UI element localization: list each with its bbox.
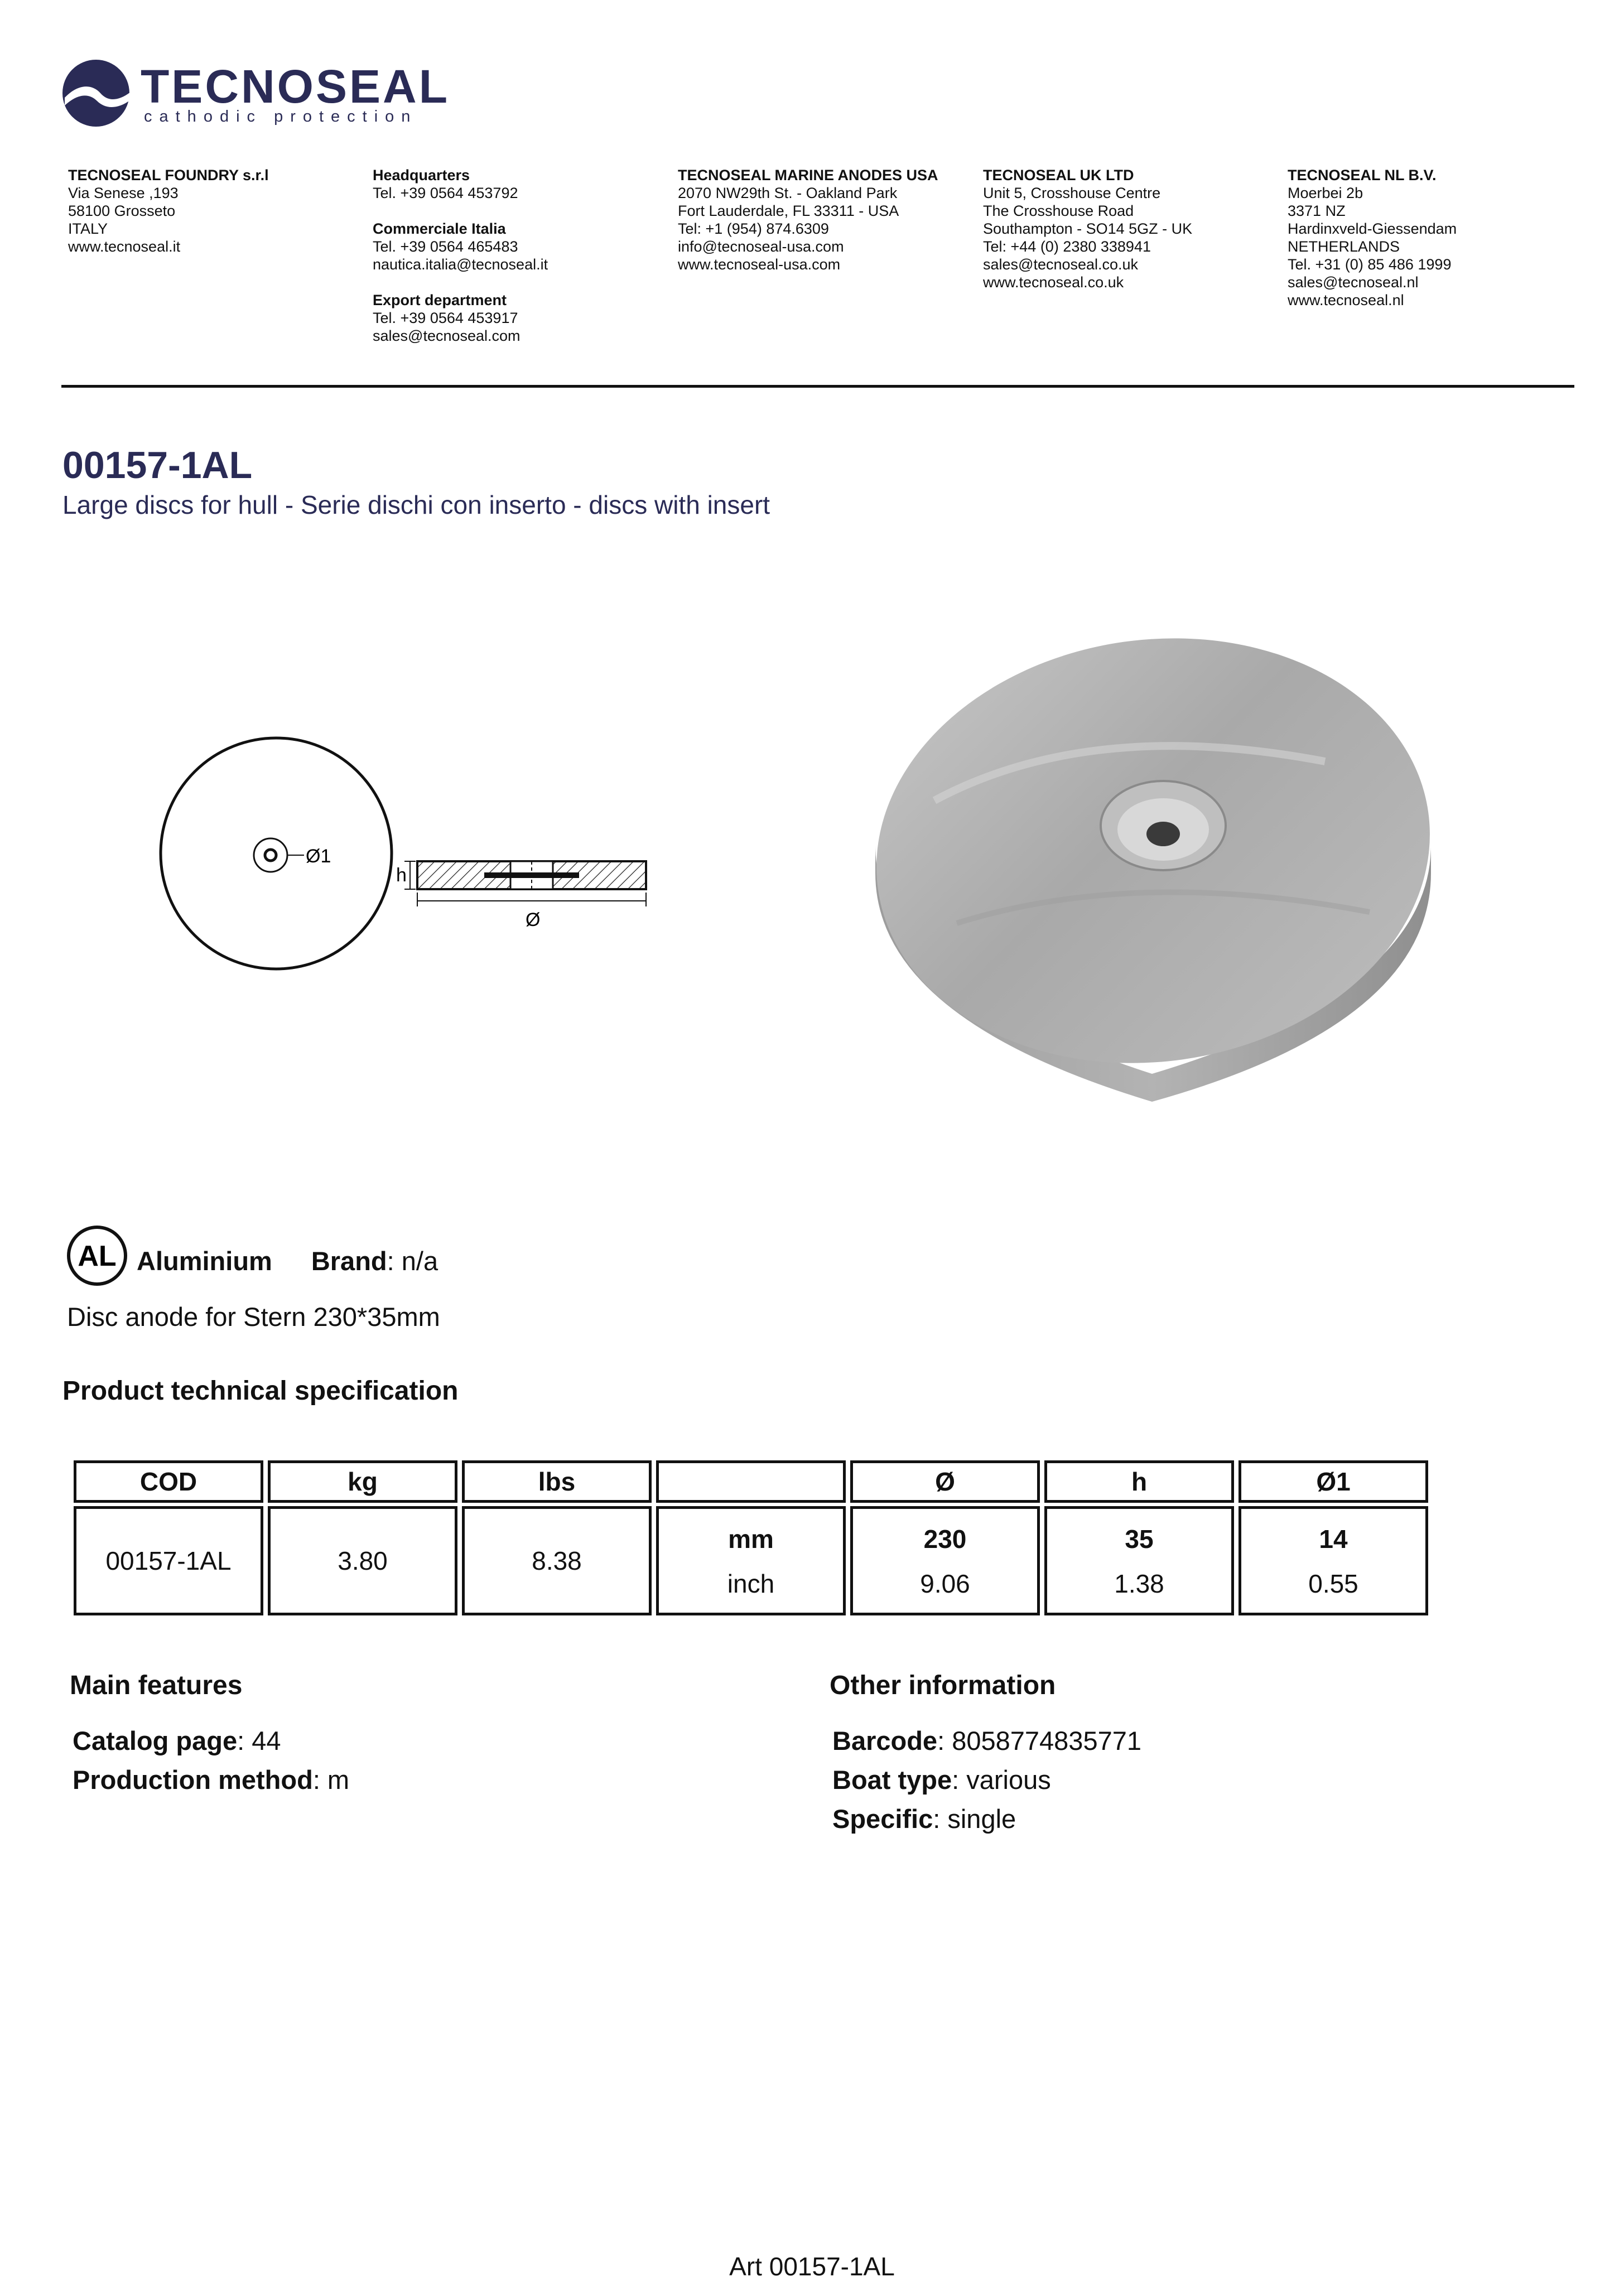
office-line: sales@tecnoseal.nl (1288, 274, 1419, 291)
info-boat-type (832, 1767, 1051, 1793)
office-line: Tel: +1 (954) 874.6309 (678, 220, 829, 237)
info-value: : various (952, 1765, 1051, 1795)
hole-diameter-label: Ø1 (306, 846, 331, 867)
info-barcode (832, 1728, 1141, 1754)
brand-label: Brand (311, 1246, 387, 1276)
feature-value: : 44 (237, 1726, 281, 1755)
office-line: www.tecnoseal.co.uk (983, 274, 1124, 291)
height-label: h (396, 865, 407, 886)
office-line: 2070 NW29th St. - Oakland Park (678, 185, 898, 201)
info-label: Specific (832, 1804, 933, 1834)
header-hole-diameter: Ø1 (1239, 1460, 1428, 1503)
office-line: sales@tecnoseal.com (373, 327, 521, 344)
office-line (373, 273, 674, 291)
cell-kg: 3.80 (268, 1506, 457, 1615)
cell-diameter (850, 1506, 1040, 1615)
office-line: Tel. +39 0564 465483 (373, 238, 518, 255)
product-code: 00157-1AL (62, 444, 253, 486)
spec-table (74, 1460, 1428, 1615)
office-line: nautica.italia@tecnoseal.it (373, 256, 548, 273)
office-line: Moerbei 2b (1288, 185, 1363, 201)
header-unit (656, 1460, 846, 1503)
main-features-title: Main features (70, 1671, 243, 1700)
header-height: h (1044, 1460, 1234, 1503)
product-photo (868, 633, 1459, 1104)
aluminium-badge-icon (66, 1224, 128, 1287)
feature-value: : m (312, 1765, 350, 1795)
office-line: Fort Lauderdale, FL 33311 - USA (678, 202, 899, 219)
cell-units (656, 1506, 846, 1615)
material-name: Aluminium (137, 1246, 272, 1276)
feature-label: Catalog page (73, 1726, 238, 1755)
brand-tagline: cathodic protection (144, 108, 418, 126)
info-specific (832, 1806, 1016, 1832)
office-line: The Crosshouse Road (983, 202, 1134, 219)
material-badge-text: AL (78, 1240, 117, 1272)
cell-hole-diameter (1239, 1506, 1428, 1615)
office-column (983, 166, 1284, 291)
office-line: Unit 5, Crosshouse Centre (983, 185, 1161, 201)
feature-production-method (73, 1767, 349, 1793)
brand-name: TECNOSEAL (141, 60, 450, 113)
header-lbs: lbs (462, 1460, 652, 1503)
footer-article: Art 00157-1AL (729, 2252, 895, 2281)
office-column (373, 166, 674, 345)
cell-lbs: 8.38 (462, 1506, 652, 1615)
unit-inch: inch (727, 1569, 775, 1598)
office-heading: Commerciale Italia (373, 220, 506, 237)
other-information-title: Other information (830, 1671, 1056, 1700)
hole-diameter-mm: 14 (1319, 1525, 1348, 1554)
brand-value: : n/a (387, 1246, 438, 1276)
disc-top-view (161, 738, 392, 969)
diameter-mm: 230 (923, 1525, 967, 1554)
office-line: Tel. +39 0564 453792 (373, 185, 518, 201)
header-cod: COD (74, 1460, 263, 1503)
unit-mm: mm (728, 1525, 774, 1554)
office-heading: TECNOSEAL FOUNDRY s.r.l (68, 167, 269, 184)
diameter-label: Ø (526, 909, 541, 930)
logo-mark-icon (61, 59, 134, 131)
office-heading: TECNOSEAL UK LTD (983, 167, 1134, 184)
office-line: www.tecnoseal-usa.com (678, 256, 841, 273)
info-value: : single (933, 1804, 1016, 1834)
office-line: 58100 Grosseto (68, 202, 176, 219)
header-diameter: Ø (850, 1460, 1040, 1503)
office-line: ITALY (68, 220, 108, 237)
height-inch: 1.38 (1114, 1569, 1164, 1598)
office-column (68, 166, 369, 255)
office-line: info@tecnoseal-usa.com (678, 238, 844, 255)
disc-section-view (404, 861, 646, 906)
technical-drawing (151, 725, 669, 982)
header-divider (61, 385, 1574, 388)
office-line: www.tecnoseal.it (68, 238, 181, 255)
feature-catalog-page (73, 1728, 281, 1754)
office-line: NETHERLANDS (1288, 238, 1400, 255)
spec-heading: Product technical specification (62, 1376, 459, 1406)
office-column (678, 166, 979, 273)
office-heading: Export department (373, 292, 507, 308)
cell-code: 00157-1AL (74, 1506, 263, 1615)
office-column (1288, 166, 1589, 309)
info-label: Boat type (832, 1765, 952, 1795)
office-line (373, 202, 674, 220)
product-subtitle: Large discs for hull - Serie dischi con inserto - discs with insert (62, 490, 770, 519)
hole-diameter-inch: 0.55 (1308, 1569, 1358, 1598)
office-line: Tel: +44 (0) 2380 338941 (983, 238, 1151, 255)
office-line: sales@tecnoseal.co.uk (983, 256, 1139, 273)
feature-label: Production method (73, 1765, 313, 1795)
office-line: Southampton - SO14 5GZ - UK (983, 220, 1193, 237)
office-line: 3371 NZ (1288, 202, 1346, 219)
product-description: Disc anode for Stern 230*35mm (67, 1302, 440, 1332)
office-line: Tel. +39 0564 453917 (373, 310, 518, 326)
info-value: : 8058774835771 (937, 1726, 1142, 1755)
office-line: www.tecnoseal.nl (1288, 292, 1404, 308)
office-heading: TECNOSEAL MARINE ANODES USA (678, 167, 938, 184)
office-line: Hardinxveld-Giessendam (1288, 220, 1457, 237)
diameter-inch: 9.06 (920, 1569, 970, 1598)
info-label: Barcode (832, 1726, 938, 1755)
header-kg: kg (268, 1460, 457, 1503)
height-mm: 35 (1125, 1525, 1154, 1554)
office-line: Tel. +31 (0) 85 486 1999 (1288, 256, 1452, 273)
office-heading: TECNOSEAL NL B.V. (1288, 167, 1437, 184)
material-line (137, 1248, 438, 1274)
office-line: Via Senese ,193 (68, 185, 179, 201)
brand-logo (61, 59, 452, 131)
office-heading: Headquarters (373, 167, 470, 184)
cell-height (1044, 1506, 1234, 1615)
